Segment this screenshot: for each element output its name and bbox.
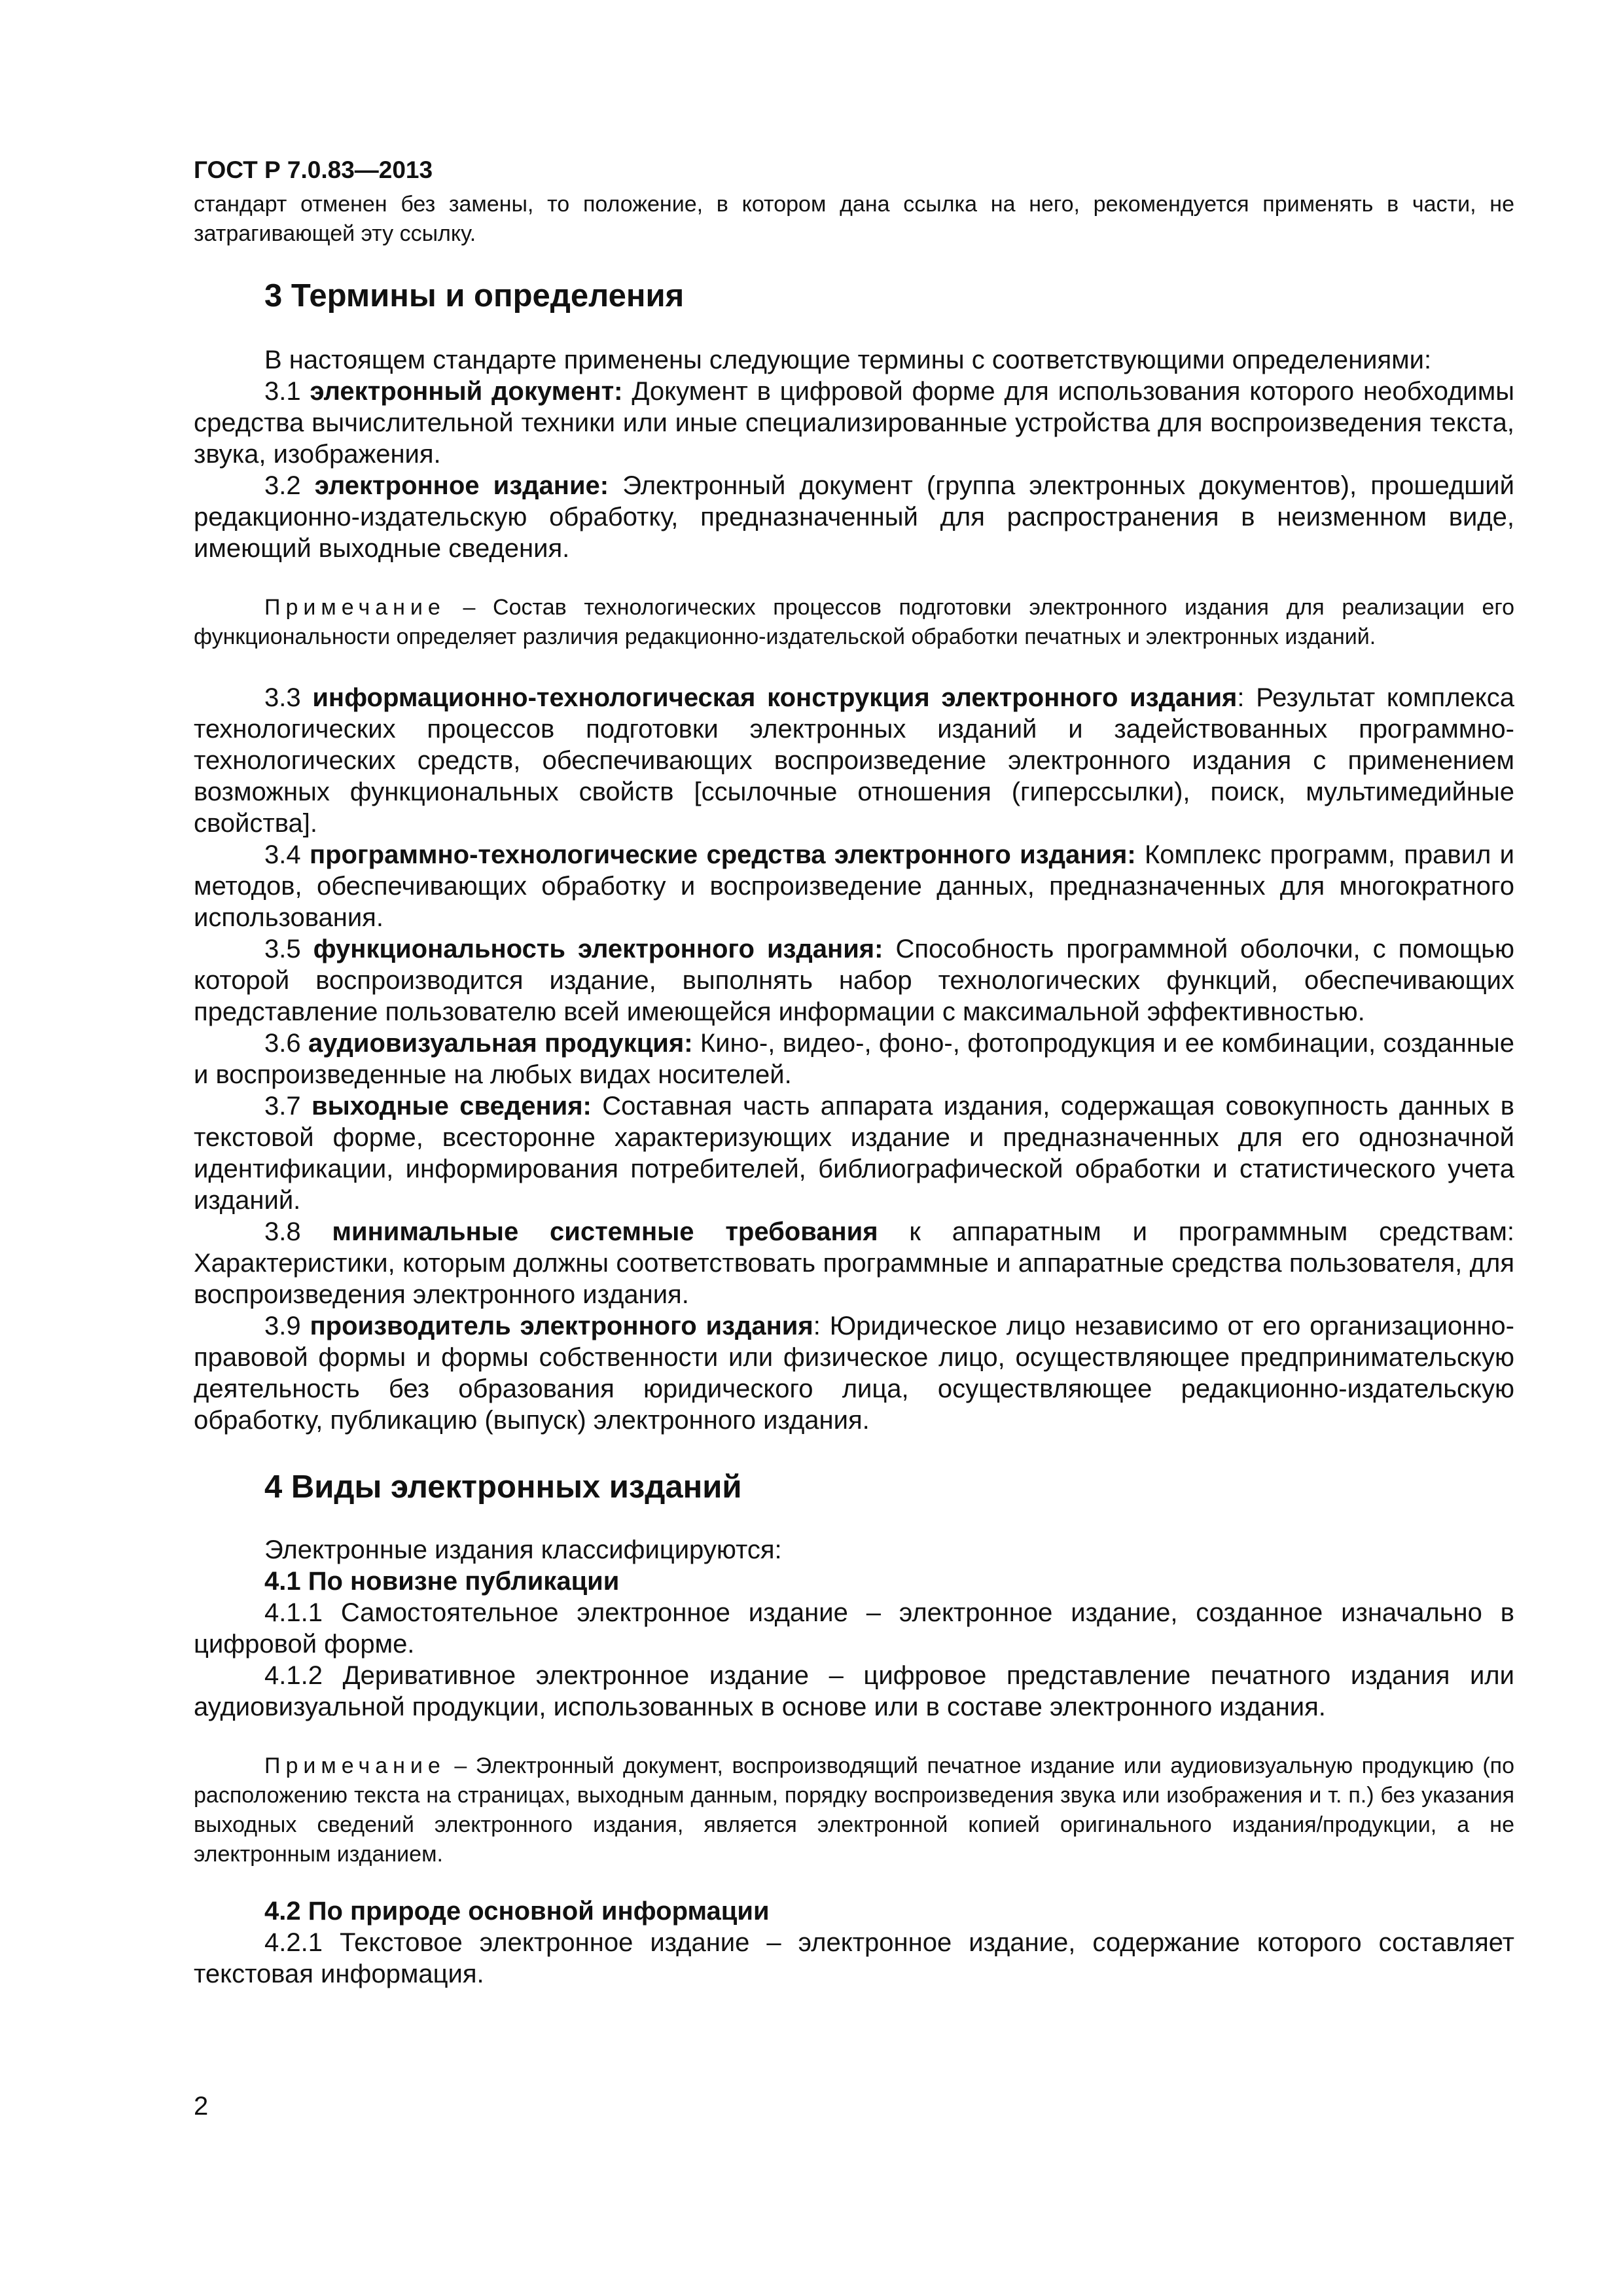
term-3-9: 3.9 производитель электронного издания: Юридическое лицо независимо от его организационно-правовой формы и формы собственности или физическое лицо, осуществляющее предпринимательскую деятельность без образования юридического лица, осуществляющее редакционно-издательскую обработку, публикацию (выпуск) электронного издания. bbox=[194, 1312, 1514, 1435]
item-4-1-2: 4.1.2 Деривативное электронное издание – цифровое представление печатного издания или аудиовизуальной продукции, использованных в основе или в составе электронного издания. bbox=[194, 1661, 1514, 1721]
term-3-5: 3.5 функциональность электронного издания: Способность программной оболочки, с помощью которой воспроизводится издание, выполнять набор технологических функций, обеспечивающих представление пользователю всей имеющейся информации с максимальной эффективностью. bbox=[194, 935, 1514, 1026]
item-4-1-1: 4.1.1 Самостоятельное электронное издание – электронное издание, созданное изначально в цифровой форме. bbox=[194, 1598, 1514, 1659]
term-3-7: 3.7 выходные сведения: Составная часть аппарата издания, содержащая совокупность данных в текстовой форме, всесторонне характеризующих издание и предназначенных для его однозначной идентификации, информирования потребителей, библиографической обработки и статистического учета изданий. bbox=[194, 1092, 1514, 1215]
term-3-1: 3.1 электронный документ: Документ в цифровой форме для использования которого необходимы средства вычислительной техники или иные специализированные устройства для воспроизведения текста, звука, изображения. bbox=[194, 377, 1514, 469]
section-4-title: 4 Виды электронных изданий bbox=[264, 1469, 742, 1505]
section-4-intro: Электронные издания классифицируются: bbox=[264, 1535, 782, 1564]
continuation-paragraph: стандарт отменен без замены, то положение, в котором дана ссылка на него, рекомендуется применять в части, не затрагивающей эту ссылку. bbox=[194, 192, 1514, 246]
document-code-header: ГОСТ Р 7.0.83—2013 bbox=[194, 156, 433, 183]
page-number: 2 bbox=[194, 2092, 209, 2121]
term-3-4-name: программно-технологические средства электронного издания: bbox=[309, 840, 1136, 869]
note-label: Примечание bbox=[264, 595, 446, 620]
term-3-9-name: производитель электронного издания bbox=[310, 1312, 813, 1340]
term-3-4: 3.4 программно-технологические средства электронного издания: Комплекс программ, правил и методов, обеспечивающих обработку и воспроизведение данных, предназначенных для многократного использования. bbox=[194, 840, 1514, 932]
term-3-8: 3.8 минимальные системные требования к аппаратным и программным средствам: Характеристики, которым должны соответствовать программные и аппаратные средства пользователя, для воспроизведения электронного издания. bbox=[194, 1217, 1515, 1309]
subsection-4-1-title: 4.1 По новизне публикации bbox=[264, 1567, 620, 1596]
note-section-4: Примечание – Электронный документ, воспроизводящий печатное издание или аудиовизуальную продукцию (по расположению текста на страницах, выходным данным, порядку воспроизведения звука или изображения и т. п.) без указания выходных сведений электронного издания, является электронной копией оригинального издания/продукции, а не электронным изданием. bbox=[194, 1753, 1514, 1867]
document-page bbox=[194, 154, 1514, 1990]
term-3-6-name: аудиовизуальная продукция: bbox=[308, 1029, 693, 1058]
term-3-2: 3.2 электронное издание: Электронный документ (группа электронных документов), прошедший редакционно-издательскую обработку, предназначенный для распространения в неизменном виде, имеющий выходные сведения. bbox=[194, 471, 1514, 563]
term-3-2-name: электронное издание: bbox=[314, 471, 609, 500]
term-3-1-name: электронный документ: bbox=[310, 377, 623, 406]
term-3-7-name: выходные сведения: bbox=[312, 1092, 592, 1121]
section-3-title: 3 Термины и определения bbox=[264, 278, 685, 314]
term-3-8-name: минимальные системные требования bbox=[332, 1217, 878, 1246]
note-section-3: Примечание – Состав технологических процессов подготовки электронного издания для реализации его функциональности определяет различия редакционно-издательской обработки печатных и электронных изданий. bbox=[194, 595, 1514, 649]
term-3-3-name: информационно-технологическая конструкция электронного издания bbox=[312, 683, 1238, 712]
term-3-5-name: функциональность электронного издания: bbox=[313, 935, 883, 963]
section-3-intro: В настоящем стандарте применены следующие термины с соответствующими определениями: bbox=[264, 346, 1432, 374]
term-3-3: 3.3 информационно-технологическая конструкция электронного издания: Результат комплекса технологических процессов подготовки электронных изданий и задействованных программно-технологических средств, обеспечивающих воспроизведение электронного издания с применением возможных функциональных свойств [ссылочные отношения (гиперссылки), поиск, мультимедийные свойства]. bbox=[194, 683, 1514, 838]
note-label: Примечание bbox=[264, 1753, 446, 1778]
term-3-6: 3.6 аудиовизуальная продукция: Кино-, видео-, фоно-, фотопродукция и ее комбинации, созданные и воспроизведенные на любых видах носителей. bbox=[194, 1029, 1514, 1089]
item-4-2-1: 4.2.1 Текстовое электронное издание – электронное издание, содержание которого составляет текстовая информация. bbox=[194, 1928, 1514, 1988]
subsection-4-2-title: 4.2 По природе основной информации bbox=[264, 1897, 770, 1926]
